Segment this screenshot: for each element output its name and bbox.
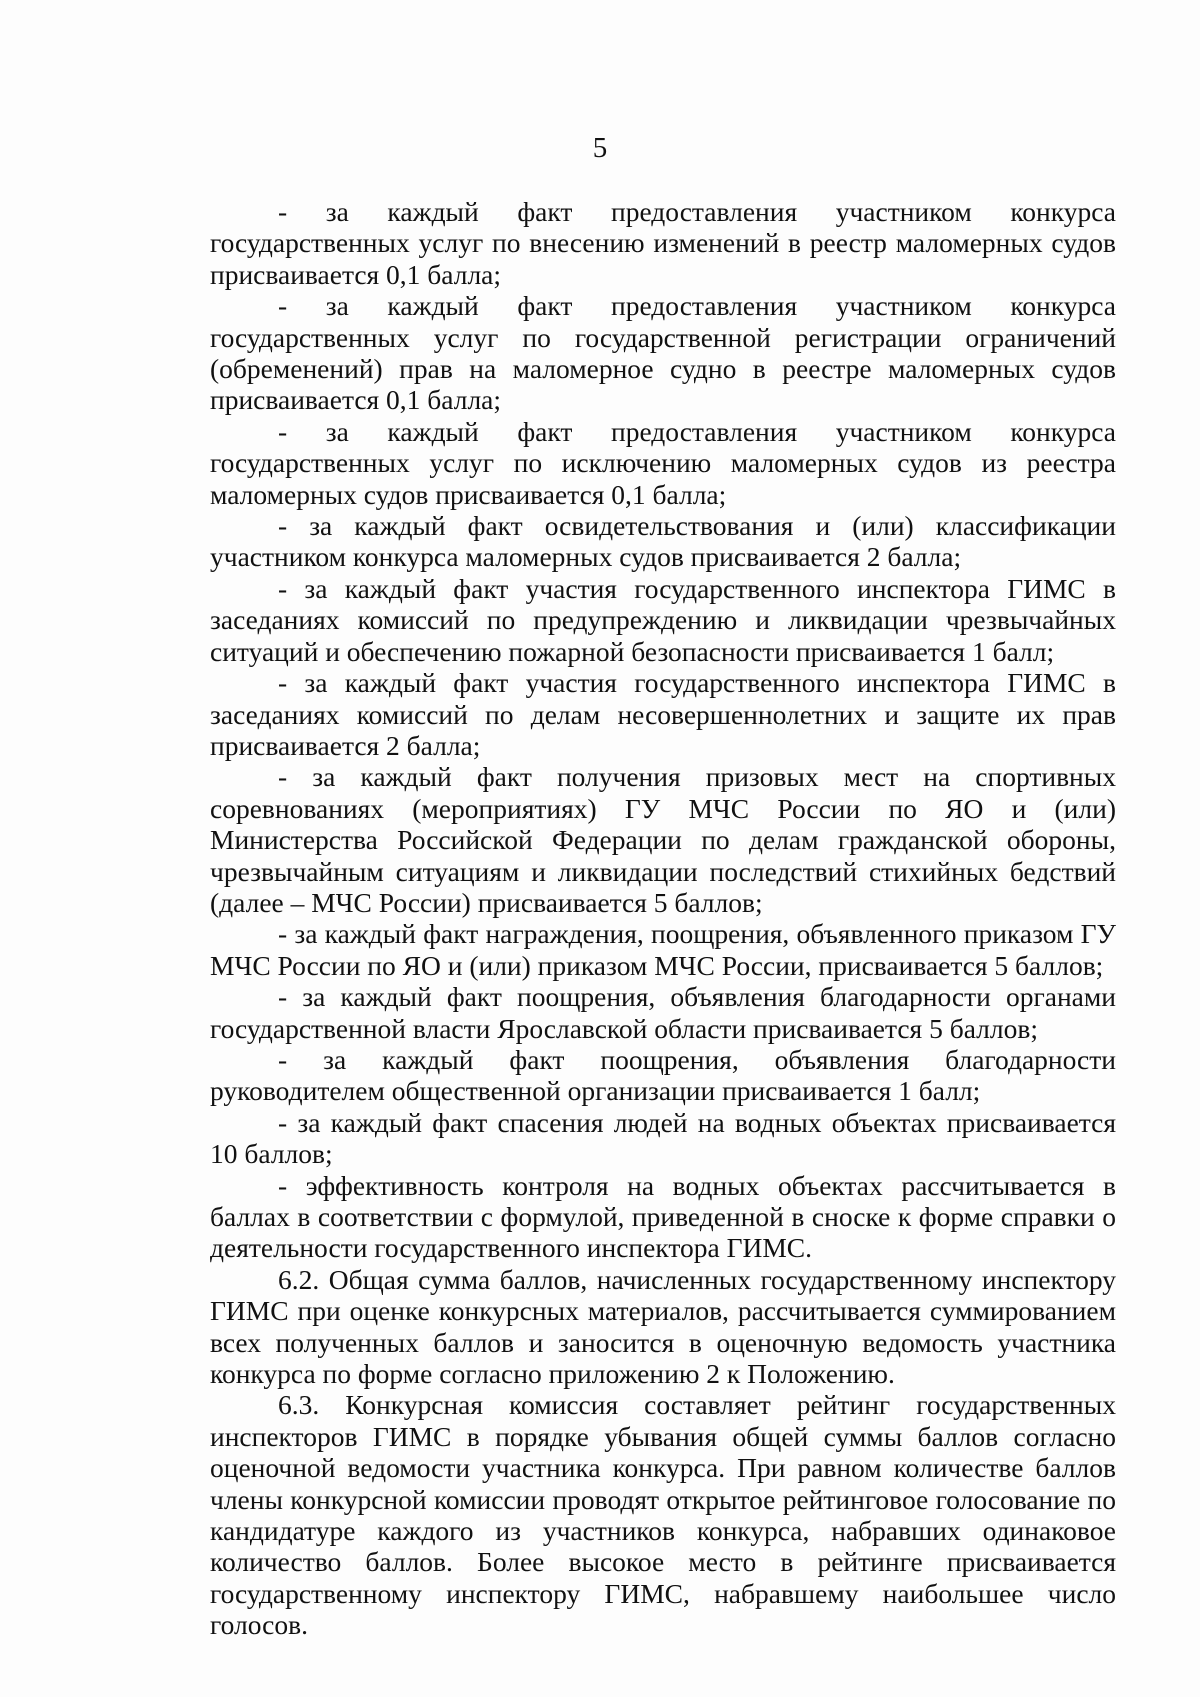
paragraph-sports-prizes: - за каждый факт получения призовых мест на спортивных соревнованиях (мероприятиях) ГУ МЧС России по ЯО и (или) Министерства Российской Федерации по делам гражданской обороны, чрезвычайным ситуациям и ликвидации последствий стихийных бедствий (далее – МЧС России) присваивается 5 баллов; bbox=[210, 761, 1116, 918]
paragraph-emergency-commission: - за каждый факт участия государственного инспектора ГИМС в заседаниях комиссий по предупреждению и ликвидации чрезвычайных ситуаций и обеспечению пожарной безопасности присваивается 1 балл; bbox=[210, 572, 1116, 667]
paragraph-vessel-inspection: - за каждый факт освидетельствования и (или) классификации участником конкурса маломерных судов присваивается 2 балла; bbox=[210, 510, 1116, 573]
page-number: 5 bbox=[592, 132, 608, 164]
paragraph-registry-changes: - за каждый факт предоставления участником конкурса государственных услуг по внесению изменений в реестр маломерных судов присваивается 0,1 балла; bbox=[210, 196, 1116, 290]
paragraph-control-efficiency: - эффективность контроля на водных объектах рассчитывается в баллах в соответствии с формулой, приведенной в сноске к форме справки о деятельности государственного инспектора ГИМС. bbox=[210, 1169, 1116, 1264]
paragraph-registry-exclusion: - за каждый факт предоставления участником конкурса государственных услуг по исключению маломерных судов из реестра маломерных судов присваивается 0,1 балла; bbox=[210, 415, 1116, 510]
paragraph-section-6-3: 6.3. Конкурсная комиссия составляет рейтинг государственных инспекторов ГИМС в порядке убывания общей суммы баллов согласно оценочной ведомости участника конкурса. При равном количестве баллов члены конкурсной комиссии проводят открытое рейтинговое голосование по кандидатуре каждого из участников конкурса, набравших одинаковое количество баллов. Более высокое место в рейтинге присваивается государственному инспектору ГИМС, набравшему наибольшее число голосов. bbox=[210, 1389, 1116, 1641]
paragraph-minors-commission: - за каждый факт участия государственного инспектора ГИМС в заседаниях комиссий по делам несовершеннолетних и защите их прав присваивается 2 балла; bbox=[210, 667, 1116, 761]
document-body bbox=[210, 196, 1116, 1641]
paragraph-encumbrance-registration: - за каждый факт предоставления участником конкурса государственных услуг по государственной регистрации ограничений (обременений) прав на маломерное судно в реестре маломерных судов присваивается 0,1 балла; bbox=[210, 290, 1116, 416]
paragraph-mchs-awards: - за каждый факт награждения, поощрения, объявленного приказом ГУ МЧС России по ЯО и (или) приказом МЧС России, присваивается 5 баллов; bbox=[210, 918, 1116, 981]
paragraph-rescue: - за каждый факт спасения людей на водных объектах присваивается 10 баллов; bbox=[210, 1106, 1116, 1170]
paragraph-public-org-gratitude: - за каждый факт поощрения, объявления благодарности руководителем общественной организации присваивается 1 балл; bbox=[210, 1043, 1116, 1107]
paragraph-regional-gratitude: - за каждый факт поощрения, объявления благодарности органами государственной власти Ярославской области присваивается 5 баллов; bbox=[210, 981, 1116, 1044]
paragraph-section-6-2: 6.2. Общая сумма баллов, начисленных государственному инспектору ГИМС при оценке конкурсных материалов, рассчитывается суммированием всех полученных баллов и заносится в оценочную ведомость участника конкурса по форме согласно приложению 2 к Положению. bbox=[210, 1263, 1116, 1390]
